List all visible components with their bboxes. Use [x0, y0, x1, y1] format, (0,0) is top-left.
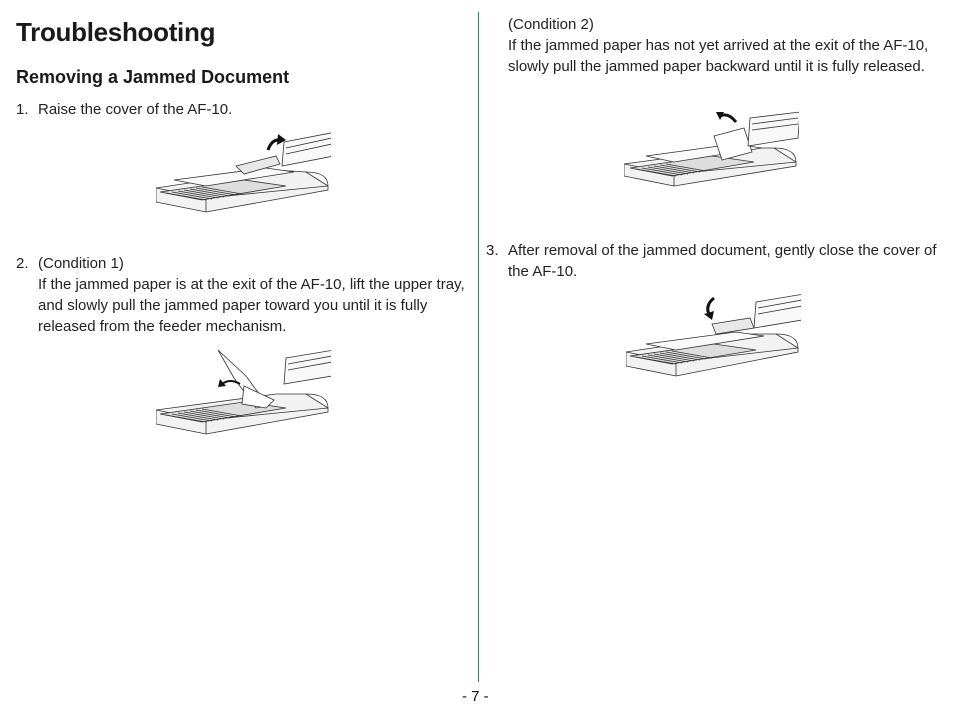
af10-close-cover-illustration	[626, 290, 801, 380]
step-1-text: Raise the cover of the AF-10.	[38, 101, 233, 118]
page-title: Troubleshooting	[16, 17, 216, 47]
step-2-text: If the jammed paper is at the exit of the AF-10, lift the upper tray, and slowly pull the jammed paper toward you until it is fully released from the feeder mechanism.	[38, 276, 465, 335]
step-3-number: 3.	[486, 242, 499, 259]
step-2-condition: (Condition 1)	[38, 255, 124, 272]
af10-pull-paper-forward-illustration	[156, 348, 331, 438]
af10-pull-paper-backward-illustration	[624, 108, 799, 190]
section-title: Removing a Jammed Document	[16, 67, 290, 87]
step-2b-condition: (Condition 2)	[508, 16, 594, 33]
step-1-number: 1.	[16, 101, 29, 118]
step-2-number: 2.	[16, 255, 29, 272]
af10-raise-cover-illustration	[156, 128, 331, 220]
step-2b-text: If the jammed paper has not yet arrived at the exit of the AF-10, slowly pull the jammed paper backward until it is fully released.	[508, 37, 929, 75]
column-divider	[478, 12, 479, 682]
page-number: - 7 -	[462, 688, 489, 705]
step-3-text: After removal of the jammed document, gently close the cover of the AF-10.	[508, 242, 937, 280]
